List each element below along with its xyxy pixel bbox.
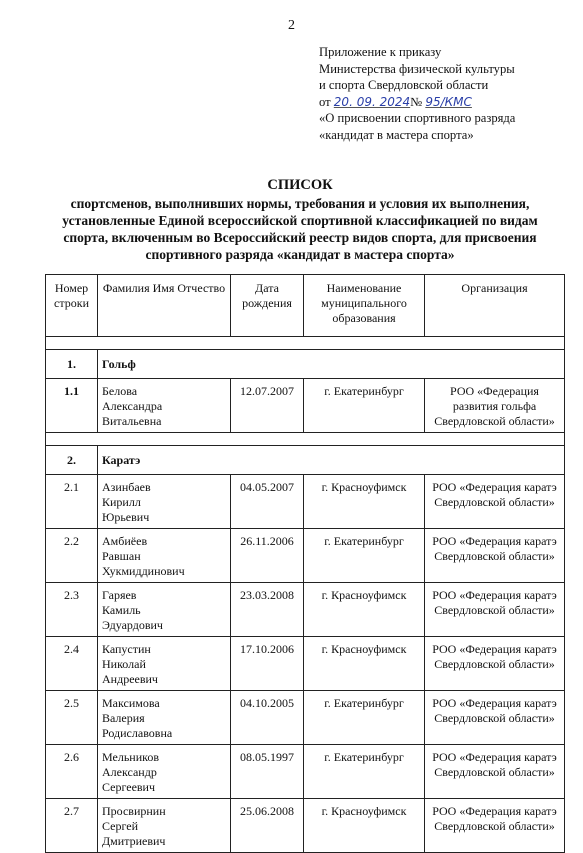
header-row-number: Номер строки <box>46 275 98 337</box>
name-middle: Родиславовна <box>102 726 173 740</box>
title-line-3: спорта, включенным во Всероссийский реестр видов спорта, для присвоения <box>63 230 537 245</box>
table-row <box>46 691 565 745</box>
municipality: г. Екатеринбург <box>304 691 425 745</box>
order-subject-line-2: «кандидат в мастера спорта» <box>319 127 474 142</box>
name-middle: Хукмиддинович <box>102 564 185 578</box>
name-first: Валерия <box>102 711 145 725</box>
title-line-1: спортсменов, выполнивших нормы, требования и условия их выполнения, <box>70 196 530 211</box>
handwritten-number: 95/КМС <box>425 94 472 109</box>
table-row <box>46 475 565 529</box>
sport-section-row <box>46 350 565 379</box>
number-label: № <box>410 94 423 109</box>
table-row <box>46 379 565 433</box>
appendix-line-3: и спорта Свердловской области <box>319 78 489 92</box>
row-number: 2.2 <box>46 529 98 583</box>
header-municipality: Наименование муниципального образования <box>304 275 425 337</box>
name-first: Равшан <box>102 549 141 563</box>
name-first: Камиль <box>102 603 141 617</box>
table-row <box>46 583 565 637</box>
header-birth-date: Дата рождения <box>231 275 304 337</box>
name-middle: Эдуардович <box>102 618 163 632</box>
document-title <box>20 177 580 263</box>
athletes-table <box>45 274 565 853</box>
organization: РОО «Федерация каратэ Свердловской области» <box>425 583 565 637</box>
birth-date: 25.06.2008 <box>231 799 304 853</box>
name-last: Белова <box>102 384 138 398</box>
birth-date: 12.07.2007 <box>231 379 304 433</box>
title-line-4: спортивного разряда «кандидат в мастера спорта» <box>145 247 455 262</box>
table-body <box>46 337 565 853</box>
name-first: Кирилл <box>102 495 141 509</box>
row-number: 2.5 <box>46 691 98 745</box>
name-first: Александр <box>102 765 157 779</box>
organization: РОО «Федерация каратэ Свердловской области» <box>425 529 565 583</box>
header-full-name: Фамилия Имя Отчество <box>98 275 231 337</box>
table-header-row <box>46 275 565 337</box>
row-number: 1.1 <box>46 379 98 433</box>
section-number: 1. <box>46 350 98 379</box>
row-number: 2.4 <box>46 637 98 691</box>
section-number: 2. <box>46 446 98 475</box>
municipality: г. Красноуфимск <box>304 583 425 637</box>
birth-date: 04.10.2005 <box>231 691 304 745</box>
appendix-line-2: Министерства физической культуры <box>319 61 515 76</box>
municipality: г. Екатеринбург <box>304 529 425 583</box>
name-first: Николай <box>102 657 146 671</box>
table-row <box>46 637 565 691</box>
name-first: Александра <box>102 399 163 413</box>
name-middle: Дмитриевич <box>102 834 166 848</box>
municipality: г. Красноуфимск <box>304 475 425 529</box>
table-row <box>46 799 565 853</box>
athlete-name <box>98 529 231 583</box>
sport-name: Каратэ <box>98 446 565 475</box>
appendix-line-1: Приложение к приказу <box>319 45 442 59</box>
spacer-cell <box>46 337 565 350</box>
birth-date: 08.05.1997 <box>231 745 304 799</box>
athlete-name <box>98 637 231 691</box>
municipality: г. Красноуфимск <box>304 637 425 691</box>
spacer-cell <box>46 433 565 446</box>
title-line-2: установленные Единой всероссийской спортивной классификацией по видам <box>62 213 538 228</box>
row-number: 2.7 <box>46 799 98 853</box>
birth-date: 04.05.2007 <box>231 475 304 529</box>
page-number: 2 <box>288 18 295 33</box>
name-middle: Витальевна <box>102 414 162 428</box>
organization: РОО «Федерация каратэ Свердловской области» <box>425 475 565 529</box>
name-first: Сергей <box>102 819 138 833</box>
athlete-name <box>98 475 231 529</box>
name-last: Амбиёев <box>102 534 148 548</box>
athlete-name <box>98 379 231 433</box>
title-main: СПИСОК <box>267 177 333 193</box>
name-last: Мельников <box>102 750 160 764</box>
sport-name: Гольф <box>98 350 565 379</box>
spacer-row <box>46 337 565 350</box>
organization: РОО «Федерация каратэ Свердловской области» <box>425 637 565 691</box>
municipality: г. Екатеринбург <box>304 745 425 799</box>
name-last: Капустин <box>102 642 151 656</box>
municipality: г. Екатеринбург <box>304 379 425 433</box>
birth-date: 26.11.2006 <box>231 529 304 583</box>
sport-section-row <box>46 446 565 475</box>
order-date-number-line <box>319 94 579 111</box>
header-organization: Организация <box>425 275 565 337</box>
appendix-header <box>319 44 579 143</box>
name-last: Азинбаев <box>102 480 151 494</box>
table-row <box>46 745 565 799</box>
athlete-name <box>98 745 231 799</box>
organization: РОО «Федерация каратэ Свердловской области» <box>425 745 565 799</box>
spacer-row <box>46 433 565 446</box>
name-last: Гаряев <box>102 588 137 602</box>
organization: РОО «Федерация каратэ Свердловской области» <box>425 691 565 745</box>
order-subject-line-1: «О присвоении спортивного разряда <box>319 111 516 125</box>
birth-date: 17.10.2006 <box>231 637 304 691</box>
birth-date: 23.03.2008 <box>231 583 304 637</box>
athlete-name <box>98 799 231 853</box>
name-last: Максимова <box>102 696 160 710</box>
name-middle: Андреевич <box>102 672 158 686</box>
athlete-name <box>98 691 231 745</box>
organization: РОО «Федерация развития гольфа Свердловской области» <box>425 379 565 433</box>
from-label: от <box>319 94 331 109</box>
name-middle: Сергеевич <box>102 780 156 794</box>
athlete-name <box>98 583 231 637</box>
municipality: г. Красноуфимск <box>304 799 425 853</box>
name-last: Просвирнин <box>102 804 166 818</box>
handwritten-date: 20. 09. 2024 <box>333 94 411 109</box>
row-number: 2.1 <box>46 475 98 529</box>
organization: РОО «Федерация каратэ Свердловской области» <box>425 799 565 853</box>
row-number: 2.6 <box>46 745 98 799</box>
row-number: 2.3 <box>46 583 98 637</box>
name-middle: Юрьевич <box>102 510 150 524</box>
table-row <box>46 529 565 583</box>
